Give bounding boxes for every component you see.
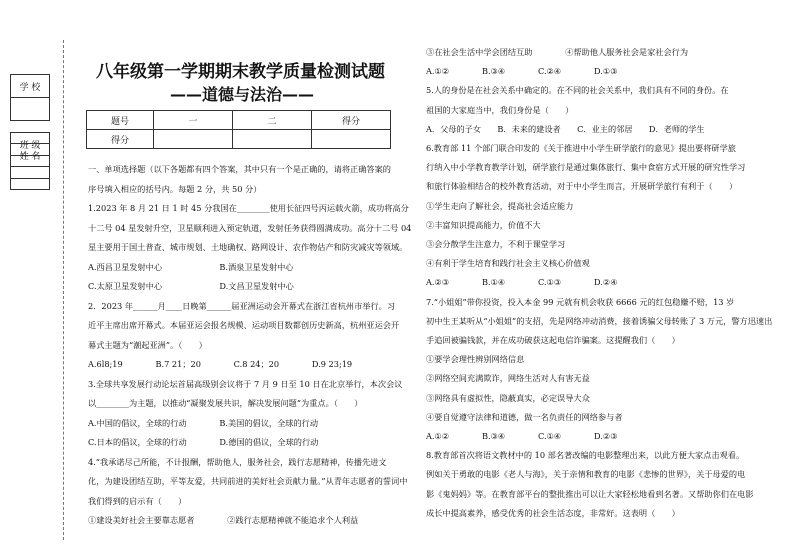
question-text-line: 祖国的大家庭当中，我们身份是（ ） [426, 104, 574, 115]
question-text-line: A．父母的子女 B．未来的建设者 C．业主的邻居 D．老师的学生 [426, 123, 705, 134]
score-cell[interactable] [233, 130, 312, 149]
question-text-line: 6.教育部 11 个部门联合印发的《关于推进中小学生研学旅行的意见》提出要将研学旅 [426, 143, 736, 153]
question-text-line: 近平主席出席开幕式。本届亚运会报名规模、运动项目数都创历史新高，杭州亚运会开 [88, 320, 400, 330]
question-text-line: ④有利于学生培育和践行社会主义核心价值观 [426, 258, 590, 269]
question-text-line: 手追回被骗钱款，并在成功破获这起电信诈骗案。这提醒我们（ ） [426, 335, 680, 345]
binding-dashed-line [63, 40, 64, 540]
question-text-line: ③在社会生活中学会团结互助 ④帮助他人服务社会是家社会行为 [426, 47, 689, 57]
school-blank[interactable] [11, 98, 49, 120]
question-text-line: 和旅行体验相结合的校外教育活动，对于中小学生而言，开展研学旅行有利于（ ） [426, 181, 738, 192]
question-text-line: A.①② B.③④ C.②④ D.①③ [426, 66, 618, 77]
question-text-line: 序号填入相应的括号内。每题 2 分，共 50 分） [88, 183, 262, 194]
question-text-line: 5.人的身份是在社会关系中确定的。在不同的社会关系中，我们具有不同的身份。在 [426, 85, 729, 96]
question-text-line: 一、单项选择题（以下各题都有四个答案，其中只有一个是正确的，请将正确答案的 [88, 164, 391, 174]
exam-title: 八年级第一学期期末教学质量检测试题 [96, 62, 385, 82]
question-text-line: ①要学会理性辨别网络信息 [426, 354, 525, 365]
score-header-cell: 二 [233, 111, 312, 130]
class-label: 班 级 [11, 133, 49, 156]
question-text-line: 7.“小姐姐”带你投资，投入本金 99 元就有机会收获 6666 元的红包稳赚不赔，13 岁 [426, 296, 735, 307]
name-field[interactable] [10, 143, 50, 190]
question-text-line: 以________为主题，以推动“凝聚发展共识，解决发展问题”为重点。（ ） [88, 398, 363, 408]
question-text-line: 初中生王某听从“小姐姐”的支招，先是网络冲动消费，接着诱骗父母转账了 3 万元，警方迅速出 [426, 315, 773, 326]
question-text-line: A.①② B.③④ C.①④ D.②③ [426, 431, 618, 441]
question-text-line: A.6l8;19 B.7 21；20 C.8 24；20 D.9 23;19 [88, 359, 353, 369]
name-blank[interactable] [11, 167, 49, 189]
question-text-line: 十二号 04 星发射升空，卫星顺利进入预定轨道，发射任务获得圆满成功。高分十二号 04 [88, 222, 412, 233]
question-text-line: ③会分散学生注意力，不利于课堂学习 [426, 239, 566, 249]
school-field[interactable] [10, 74, 50, 121]
question-text-line: 化，为建设团结互助，平等友爱，共同前进的美好社会贡献力量。”从青年志愿者的誓词中 [88, 476, 408, 486]
question-text-line: 成长中提高素养，感受优秀的社会生活态度，非常好。这表明（ ） [426, 507, 680, 518]
score-cell[interactable] [312, 130, 391, 149]
question-text-line: A.中国的倡议，全球的行动 B.美国的倡议，全球的行动 [88, 417, 319, 428]
score-header-cell: 题号 [87, 111, 154, 130]
question-text-line: 例如关于勇敢的电影《老人与海》，关于亲情和教育的电影《悲惨的世界》，关于母爱的电 [426, 469, 746, 480]
question-text-line: 幕式主题为“潮起亚洲”。（ ） [88, 339, 207, 350]
question-text-line: A.西昌卫星发射中心 B.酒泉卫星发射中心 [88, 261, 294, 272]
question-text-line: C.日本的倡议，全球的行动 D.德国的倡议，全球的行动 [88, 437, 319, 447]
name-label: 姓 名 [11, 144, 49, 167]
question-text-line: 4.“我承诺尽己所能，不计报酬，帮助他人，服务社会，践行志愿精神，传播先进文 [88, 456, 387, 467]
score-header-cell: 一 [154, 111, 233, 130]
score-table [86, 110, 391, 149]
score-header-cell: 得分 [312, 111, 391, 130]
score-row-label: 得分 [87, 130, 154, 149]
question-text-line: 我们得到的启示有（ ） [88, 495, 187, 506]
question-text-line: ①学生走向了解社会，提高社会适应能力 [426, 200, 574, 211]
exam-subtitle: ——道德与法治—— [170, 85, 315, 104]
question-text-line: C.太原卫星发射中心 D.文昌卫星发射中心 [88, 281, 294, 291]
question-text-line: 1.2023 年 8 月 21 日 1 时 45 分我国在________使用长征四号丙运载火箭，成功将高分 [88, 203, 409, 213]
question-text-line: 3.全球共享发展行动论坛首届高级别会议将于 7 月 9 日至 10 日在北京举行，本次会议 [88, 378, 403, 389]
question-text-line: A.②③ B.①④ C.①③ D.②④ [426, 277, 618, 288]
school-label: 学 校 [11, 75, 49, 98]
question-text-line: ①建设美好社会主要靠志愿者 ②践行志愿精神就不能追求个人利益 [88, 515, 359, 525]
question-text-line: ④要自觉遵守法律和道德，做一名负责任的网络参与者 [426, 411, 623, 422]
question-text-line: 2．2023 年______月____日晚第______届亚洲运动会开幕式在浙江省杭州市举行。习 [88, 300, 396, 311]
question-text-line: 星主要用于国土普查、城市规划、土地确权、路网设计、农作物估产和防灾减灾等领域。 [88, 242, 408, 252]
score-cell[interactable] [154, 130, 233, 149]
question-text-line: ②网络空间充满欺诈，网络生活对人有害无益 [426, 373, 590, 384]
question-text-line: 8.教育部首次将语文教材中的 10 部名著改编的电影整理出来，以此方便大家点击观看。 [426, 450, 745, 461]
question-text-line: ②丰富知识提高能力，价值不大 [426, 219, 541, 230]
question-text-line: 影《鬼妈妈》等。在教育部平台的整批推出可以让大家轻松地看到名著。又帮助你们在电影 [426, 488, 754, 499]
question-text-line: ③网络具有虚拟性，隐蔽真实，必定误导大众 [426, 392, 590, 403]
question-text-line: 行纳入中小学教育教学计划，研学旅行是通过集体旅行、集中食宿方式开展的研究性学习 [426, 162, 746, 173]
